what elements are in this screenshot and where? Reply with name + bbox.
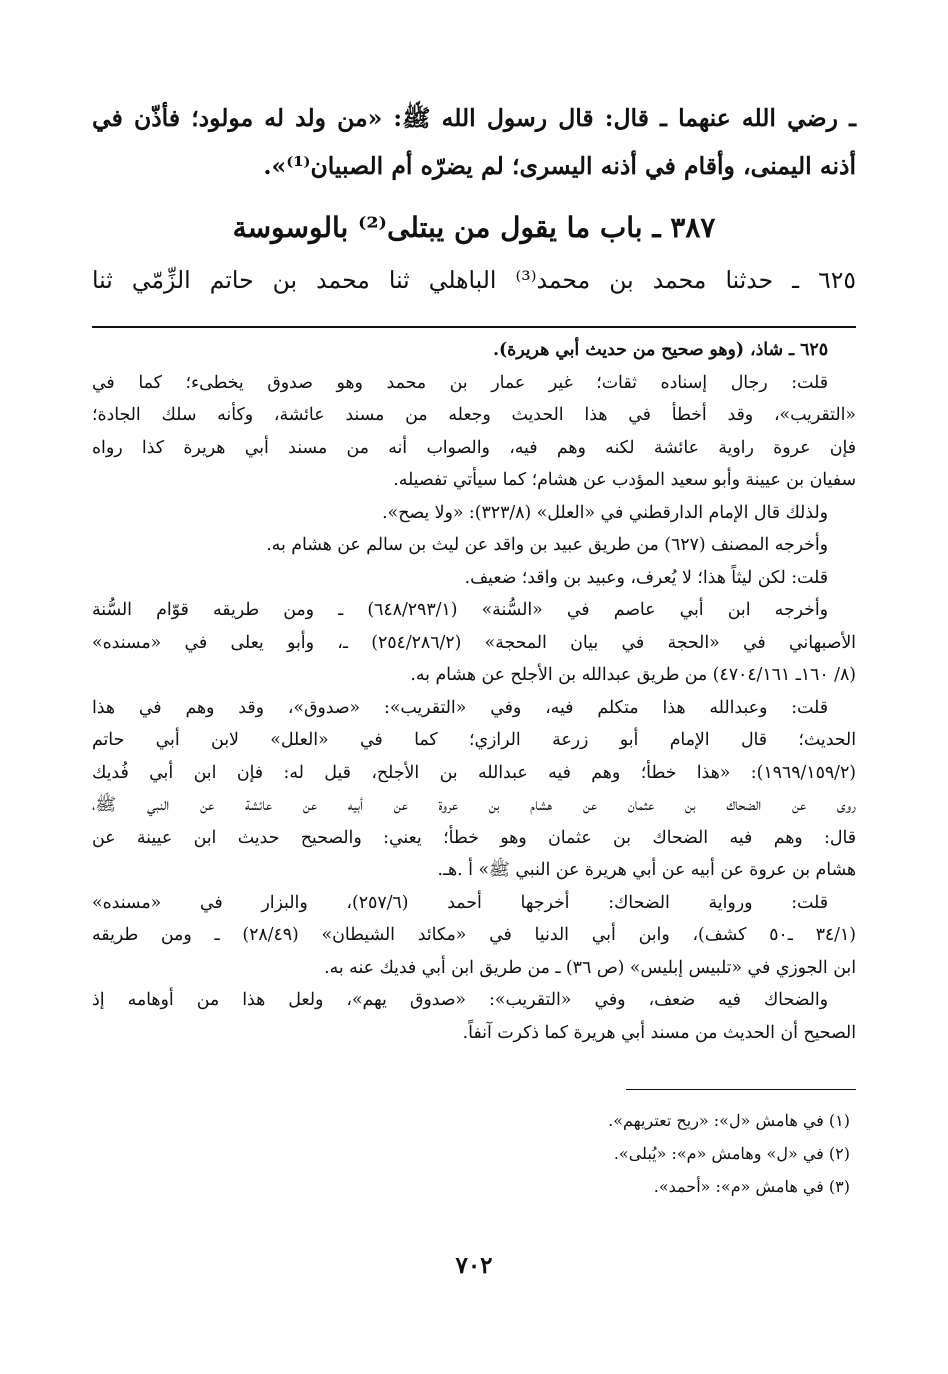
main-text-line: ـ رضي الله عنهما ـ قال: قال رسول الله ﷺ: «من ولد له مولود؛ فأذّن في [92,104,856,132]
footnote-item: (٢) في «ل» وهامش «م»: «يُبلى». [613,1144,850,1163]
commentary-line: قلت: وعبدالله هذا متكلم فيه، وفي «التقريب»: «صدوق»، وقد وهم في هذا [92,697,828,718]
commentary-line: قلت: لكن ليثاً هذا؛ لا يُعرف، وعبيد بن واقد؛ ضعيف. [464,567,828,588]
commentary-line: روى عن الضحاك بن عثمان عن هشام بن عروة عن أبيه عن عائشة عن النبي ﷺ، [92,795,856,815]
commentary [92,334,856,1049]
commentary-line: قلت: رجال إسناده ثقات؛ غير عمار بن محمد وهو صدوق يخطىء؛ كما في [92,372,828,393]
commentary-line: الأصبهاني في «الحجة في بيان المحجة» (٢٥٤/٢٨٦/٢) ـ، وأبو يعلى في «مسنده» [92,632,856,653]
commentary-line: الصحيح أن الحديث من مسند أبي هريرة كما ذكرت آنفاً. [462,1022,856,1043]
commentary-line: فإن عروة راوية عائشة لكنه وهم فيه، والصواب أنه من مسند أبي هريرة كذا رواه [92,437,856,458]
commentary-line: ٦٢٥ ـ شاذ، (وهو صحيح من حديث أبي هريرة). [492,340,828,360]
commentary-line: ابن الجوزي في «تلبيس إبليس» (ص ٣٦) ـ من طريق ابن أبي فديك عنه به. [324,957,856,978]
main-text-line: أذنه اليمنى، وأقام في أذنه اليسرى؛ لم يضرّه أم الصبيان⁽¹⁾». [263,152,856,180]
commentary-line: (٣٤/١ ـ٥٠ كشف)، وابن أبي الدنيا في «مكائد الشيطان» (٢٨/٤٩) ـ ومن طريقه [92,925,856,945]
commentary-line: هشام بن عروة عن أبيه عن أبي هريرة عن النبي ﷺ» أ .هـ. [437,860,856,880]
main-divider [92,326,856,328]
footnote-divider [626,1089,856,1090]
commentary-line: ولذلك قال الإمام الدارقطني في «العلل» (٣٢٣/٨): «ولا يصح». [382,502,828,523]
commentary-line: وأخرجه ابن أبي عاصم في «السُّنة» (٦٤٨/٢٩٣/١) ـ ومن طريقه قوّام السُّنة [92,600,828,620]
page-number: ٧٠٢ [455,1252,493,1279]
commentary-line: الحديث؛ قال الإمام أبو زرعة الرازي؛ كما في «العلل» لابن أبي حاتم [92,730,856,750]
commentary-line: «التقريب»، وقد أخطأ في هذا الحديث وجعله من مسند عائشة، وكأنه سلك الجادة؛ [92,405,856,425]
chapter-title: ٣٨٧ ـ باب ما يقول من يبتلى⁽²⁾ بالوسوسة [232,211,716,244]
hadith-line: ٦٢٥ ـ حدثنا محمد بن محمد⁽³⁾ الباهلي ثنا محمد بن حاتم الزِّمّي ثنا [92,266,856,294]
main-text [92,94,856,190]
footnote-item: (١) في هامش «ل»: «ريح تعتريهم». [608,1111,850,1130]
footnotes [92,1104,856,1203]
commentary-line: سفيان بن عيينة وأبو سعيد المؤدب عن هشام؛ كما سيأتي تفصيله. [393,470,856,490]
commentary-line: قلت: ورواية الضحاك: أخرجها أحمد (٢٥٧/٦)، والبزار في «مسنده» [92,892,828,913]
commentary-line: وأخرجه المصنف (٦٢٧) من طريق عبيد بن واقد عن ليث بن سالم عن هشام به. [266,535,828,555]
footnote-item: (٣) في هامش «م»: «أحمد». [653,1177,850,1196]
commentary-line: (٨/ ١٦٠ـ ٤٧٠٤/١٦١) من طريق عبدالله بن الأجلح عن هشام به. [410,665,856,685]
commentary-line: والضحاك فيه ضعف، وفي «التقريب»: «صدوق يهم»، ولعل هذا من أوهامه إذ [92,990,828,1010]
commentary-line: قال: وهم فيه الضحاك بن عثمان وهو خطأ؛ يعني: والصحيح حديث ابن عيينة عن [92,827,856,848]
commentary-line: (١٩٦٩/١٥٩/٢): «هذا خطأ؛ وهم فيه عبدالله بن الأجلح، قيل له: فإن ابن أبي فُديك [92,762,856,783]
